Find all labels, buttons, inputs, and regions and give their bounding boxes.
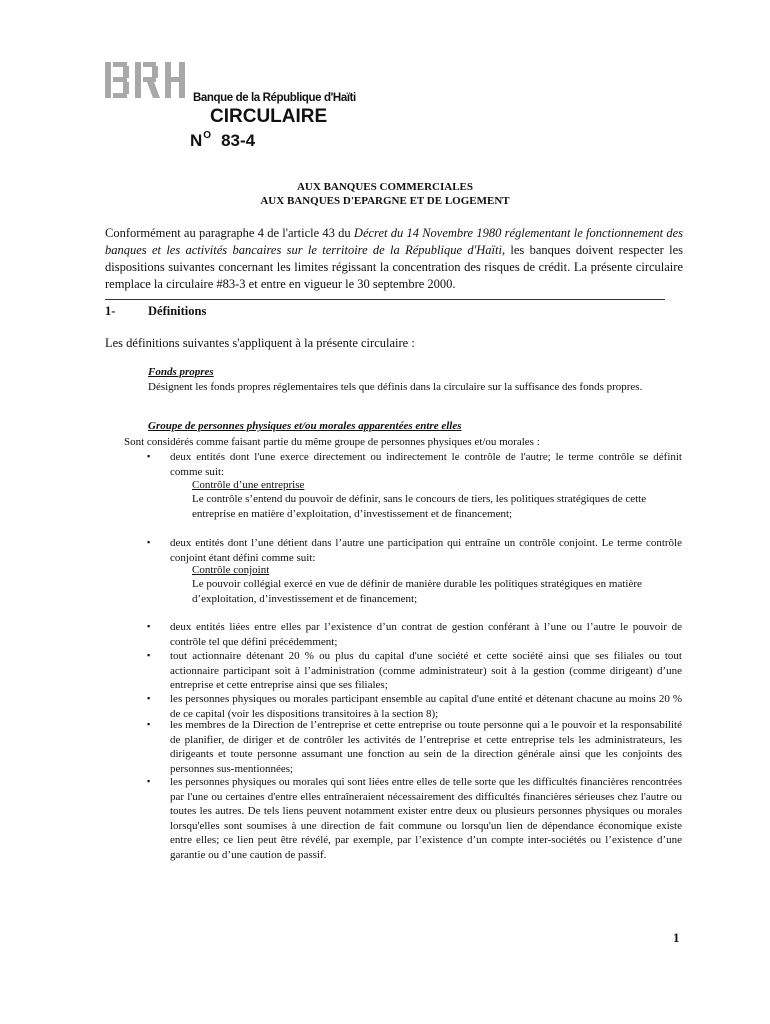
bullet-6-text: les membres de la Direction de l’entreprise et cette entreprise ou toute personne qui a le pouvoir et la responsabilité de planifier, de diriger et de contrôler les activités de l’entreprise et cette entreprise tels les administrateurs, les dirigeants et toute personne assumant une fonction au sein de la direction générale ainsi que les conjoints des personnes sus-mentionnées; (170, 719, 682, 775)
bullet-3-text: deux entités liées entre elles par l’existence d’un contrat de gestion conférant à l’une ou l’autre le pouvoir de contrôle tel que défini précédemment; (170, 621, 682, 648)
bank-name: Banque de la République d'Haïti (193, 92, 356, 104)
intro-paragraph (105, 225, 683, 293)
section-divider (105, 299, 665, 300)
fonds-propres-title: Fonds propres (148, 366, 214, 378)
bullet-2-subtext: Le pouvoir collégial exercé en vue de définir de manière durable les politiques stratégiques en matière d’exploitation, d’investissement et de financement; (192, 578, 642, 605)
bullet-marker: ▪ (147, 719, 151, 729)
bullet-1-text: deux entités dont l'une exerce directement ou indirectement le contrôle de l'autre; le terme contrôle se définit comme suit: (170, 451, 682, 478)
bullet-1-subtext: Le contrôle s’entend du pouvoir de définir, sans le concours de tiers, les politiques stratégiques de cette entreprise en matière d’exploitation, d’investissement et de financement; (192, 493, 647, 520)
circulaire-title: CIRCULAIRE (210, 106, 328, 127)
bullet-5-text: les personnes physiques ou morales participant ensemble au capital d'une entité et détenant chacune au moins 20 % de ce capital (voir les dispositions transitoires à la section 8); (170, 693, 682, 720)
decree-reference: Décret du 14 Novembre 1980 réglementant le fonctionnement des banques et les activités bancaires sur le territoire de la République d'Haïti (105, 226, 683, 257)
bullet-marker: ▪ (147, 451, 151, 461)
bullet-4-text: tout actionnaire détenant 20 % ou plus du capital d'une société et cette société ainsi que ses filiales ou tout actionnaire participant soit à l’administration (comme administrateur) soit à la gestion (comme dirigeant) d’une entreprise et cette entreprise ainsi que ses filiales; (170, 650, 682, 691)
fonds-propres-text: Désignent les fonds propres réglementaires tels que définis dans la circulaire sur la suffisance des fonds propres. (148, 381, 643, 393)
circulaire-number (190, 130, 255, 151)
number-prefix-o: O (203, 130, 212, 141)
section-lead: Les définitions suivantes s'appliquent à la présente circulaire : (105, 336, 415, 350)
bullet-marker: ▪ (147, 537, 151, 547)
intro-part-1: Conformément au paragraphe 4 de l'article 43 du (105, 226, 354, 240)
number-value: 83-4 (221, 131, 256, 150)
bullet-2-text: deux entités dont l’une détient dans l’autre une participation qui entraîne un contrôle conjoint. Le terme contrôle conjoint étant défini comme suit: (170, 537, 682, 564)
bullet-2-subtitle: Contrôle conjoint (192, 564, 270, 576)
bullet-marker: ▪ (147, 776, 151, 786)
groupe-lead: Sont considérés comme faisant partie du même groupe de personnes physiques et/ou morales : (124, 436, 540, 448)
bullet-marker: ▪ (147, 621, 151, 631)
bullet-1-subtitle: Contrôle d’une entreprise (192, 479, 305, 491)
address-line-1: AUX BANQUES COMMERCIALES (296, 181, 474, 193)
bullet-marker: ▪ (147, 650, 151, 660)
brh-logo (103, 58, 187, 102)
bullet-marker: ▪ (147, 693, 151, 703)
number-prefix-n: N (190, 131, 203, 150)
page-number: 1 (673, 930, 680, 945)
bullet-7-text: les personnes physiques ou morales qui sont liées entre elles de telle sorte que les difficultés financières rencontrées par l'une ou certaines d'entre elles entraîneraient nécessairement des difficultés financières sérieuses chez l'autre ou toutes les autres. De tels liens peuvent notamment exister entre deux ou plusieurs personnes physiques ou morales lorsqu'elles sont soumises à une direction de fait commune ou lorsqu'un lien de dépendance économique existe entre elles; ce lien peut être révélé, par exemple, par l’existence d’un compte inter-sociétés ou l’existence d’une garantie ou d’une caution de passif. (170, 776, 682, 861)
address-line-2: AUX BANQUES D'EPARGNE ET DE LOGEMENT (260, 195, 510, 207)
intro-part-2: , les banques doivent respecter les dispositions suivantes concernant les limites régissant la concentration des risques de crédit. La présente circulaire remplace la circulaire #83-3 et entre en vigueur le 30 septembre 2000. (105, 243, 683, 291)
section-number: 1- (105, 304, 116, 318)
section-title: Définitions (148, 304, 207, 318)
groupe-title: Groupe de personnes physiques et/ou morales apparentées entre elles (148, 420, 462, 432)
